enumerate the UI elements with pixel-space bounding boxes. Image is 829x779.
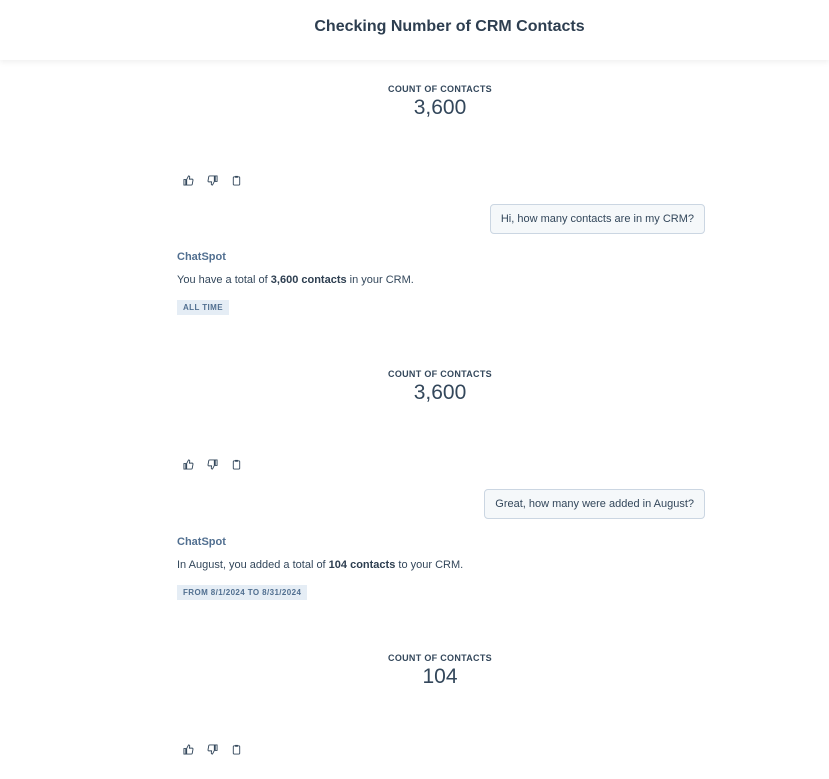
- thumbs-down-icon[interactable]: [206, 743, 219, 756]
- user-message: Great, how many were added in August?: [484, 489, 705, 519]
- kpi-value: 3,600: [413, 96, 467, 119]
- kpi-label: COUNT OF CONTACTS: [388, 84, 492, 94]
- kpi-card: [340, 653, 540, 689]
- feedback-actions: [182, 174, 243, 187]
- date-range-tag: FROM 8/1/2024 TO 8/31/2024: [177, 585, 307, 600]
- kpi-label: COUNT OF CONTACTS: [388, 653, 492, 663]
- page-title: Checking Number of CRM Contacts: [314, 18, 585, 35]
- kpi-value: 3,600: [413, 381, 467, 404]
- thumbs-up-icon[interactable]: [182, 174, 195, 187]
- feedback-actions: [182, 458, 243, 471]
- date-range-tag: ALL TIME: [177, 300, 229, 315]
- thumbs-up-icon[interactable]: [182, 743, 195, 756]
- thumbs-up-icon[interactable]: [182, 458, 195, 471]
- bot-name: ChatSpot: [177, 536, 226, 548]
- feedback-actions: [182, 743, 243, 756]
- copy-icon[interactable]: [230, 458, 243, 471]
- copy-icon[interactable]: [230, 743, 243, 756]
- bot-message: You have a total of 3,600 contacts in your CRM.: [177, 274, 414, 286]
- user-message: Hi, how many contacts are in my CRM?: [490, 204, 705, 234]
- thumbs-down-icon[interactable]: [206, 458, 219, 471]
- bot-message: In August, you added a total of 104 contacts to your CRM.: [177, 559, 464, 571]
- copy-icon[interactable]: [230, 174, 243, 187]
- header: [0, 0, 829, 60]
- kpi-label: COUNT OF CONTACTS: [388, 369, 492, 379]
- kpi-value: 104: [422, 665, 458, 688]
- kpi-card: [340, 369, 540, 405]
- thumbs-down-icon[interactable]: [206, 174, 219, 187]
- bot-name: ChatSpot: [177, 251, 226, 263]
- kpi-card: [340, 84, 540, 120]
